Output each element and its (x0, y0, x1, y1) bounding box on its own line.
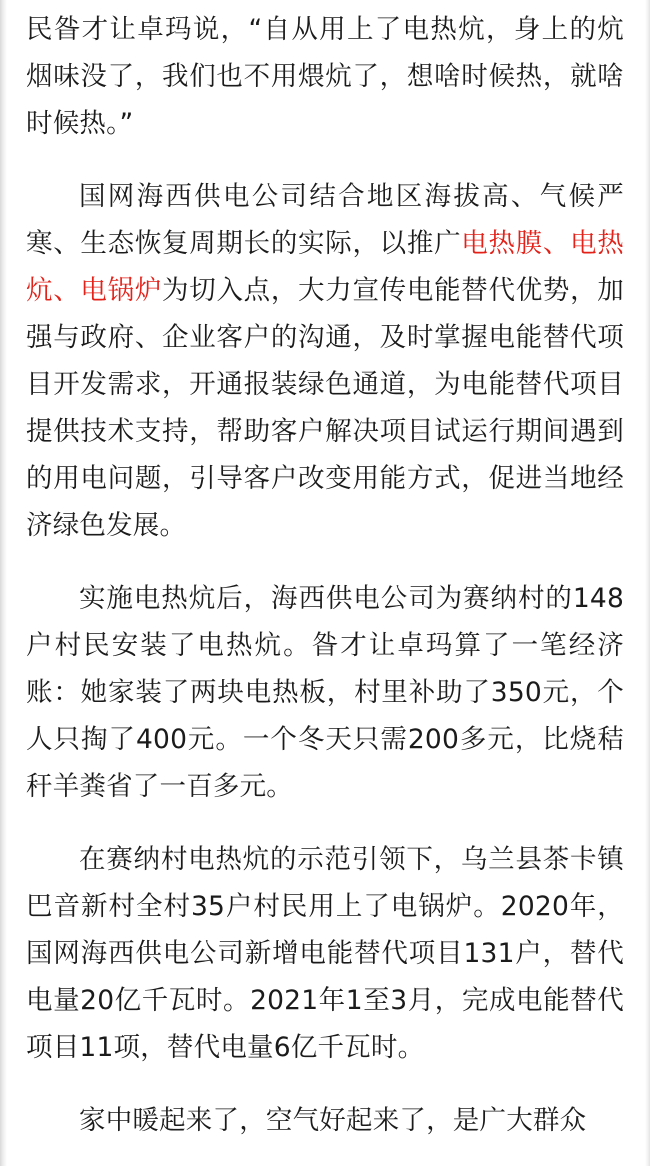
paragraph-2-highlight: 电热膜、电热炕、电锅炉 (26, 228, 625, 306)
paragraph-5-run-1: 家中暖起来了，空气好起来了，是广大群众 (79, 1105, 587, 1136)
page-left-edge-shadow (0, 0, 7, 1166)
paragraph-2 (26, 173, 624, 549)
page-right-edge-shadow (645, 0, 650, 1166)
paragraph-2-run-3: 为切入点，大力宣传电能替代优势，加强与政府、企业客户的沟通，及时掌握电能替代项目开发需求，开通报装绿色通道，为电能替代项目提供技术支持，帮助客户解决项目试运行期间遇到的用电问题，引导客户改变用能方式，促进当地经济绿色发展。 (26, 275, 625, 541)
paragraph-1 (26, 6, 624, 147)
paragraph-2-run-1: 国网海西供电公司结合地区海拔高、气候严寒、生态恢复周期长的实际，以推广 (26, 181, 624, 259)
paragraph-1-run-1: 民昝才让卓玛说，“自从用上了电热炕，身上的炕烟味没了，我们也不用煨炕了，想啥时候热，就啥时候热。” (26, 14, 624, 139)
paragraph-5 (26, 1097, 624, 1144)
paragraph-4-run-1: 在赛纳村电热炕的示范引领下，乌兰县茶卡镇巴音新村全村35户村民用上了电锅炉。2020年，国网海西供电公司新增电能替代项目131户，替代电量20亿千瓦时。2021年1至3月，完成电能替代项目11项，替代电量6亿千瓦时。 (26, 844, 624, 1063)
article-content (26, 0, 624, 1144)
paragraph-3-run-1: 实施电热炕后，海西供电公司为赛纳村的148户村民安装了电热炕。昝才让卓玛算了一笔经济账：她家装了两块电热板，村里补助了350元，个人只掏了400元。一个冬天只需200多元，比烧秸秆羊粪省了一百多元。 (26, 583, 624, 802)
paragraph-3 (26, 575, 624, 810)
paragraph-4 (26, 836, 624, 1071)
